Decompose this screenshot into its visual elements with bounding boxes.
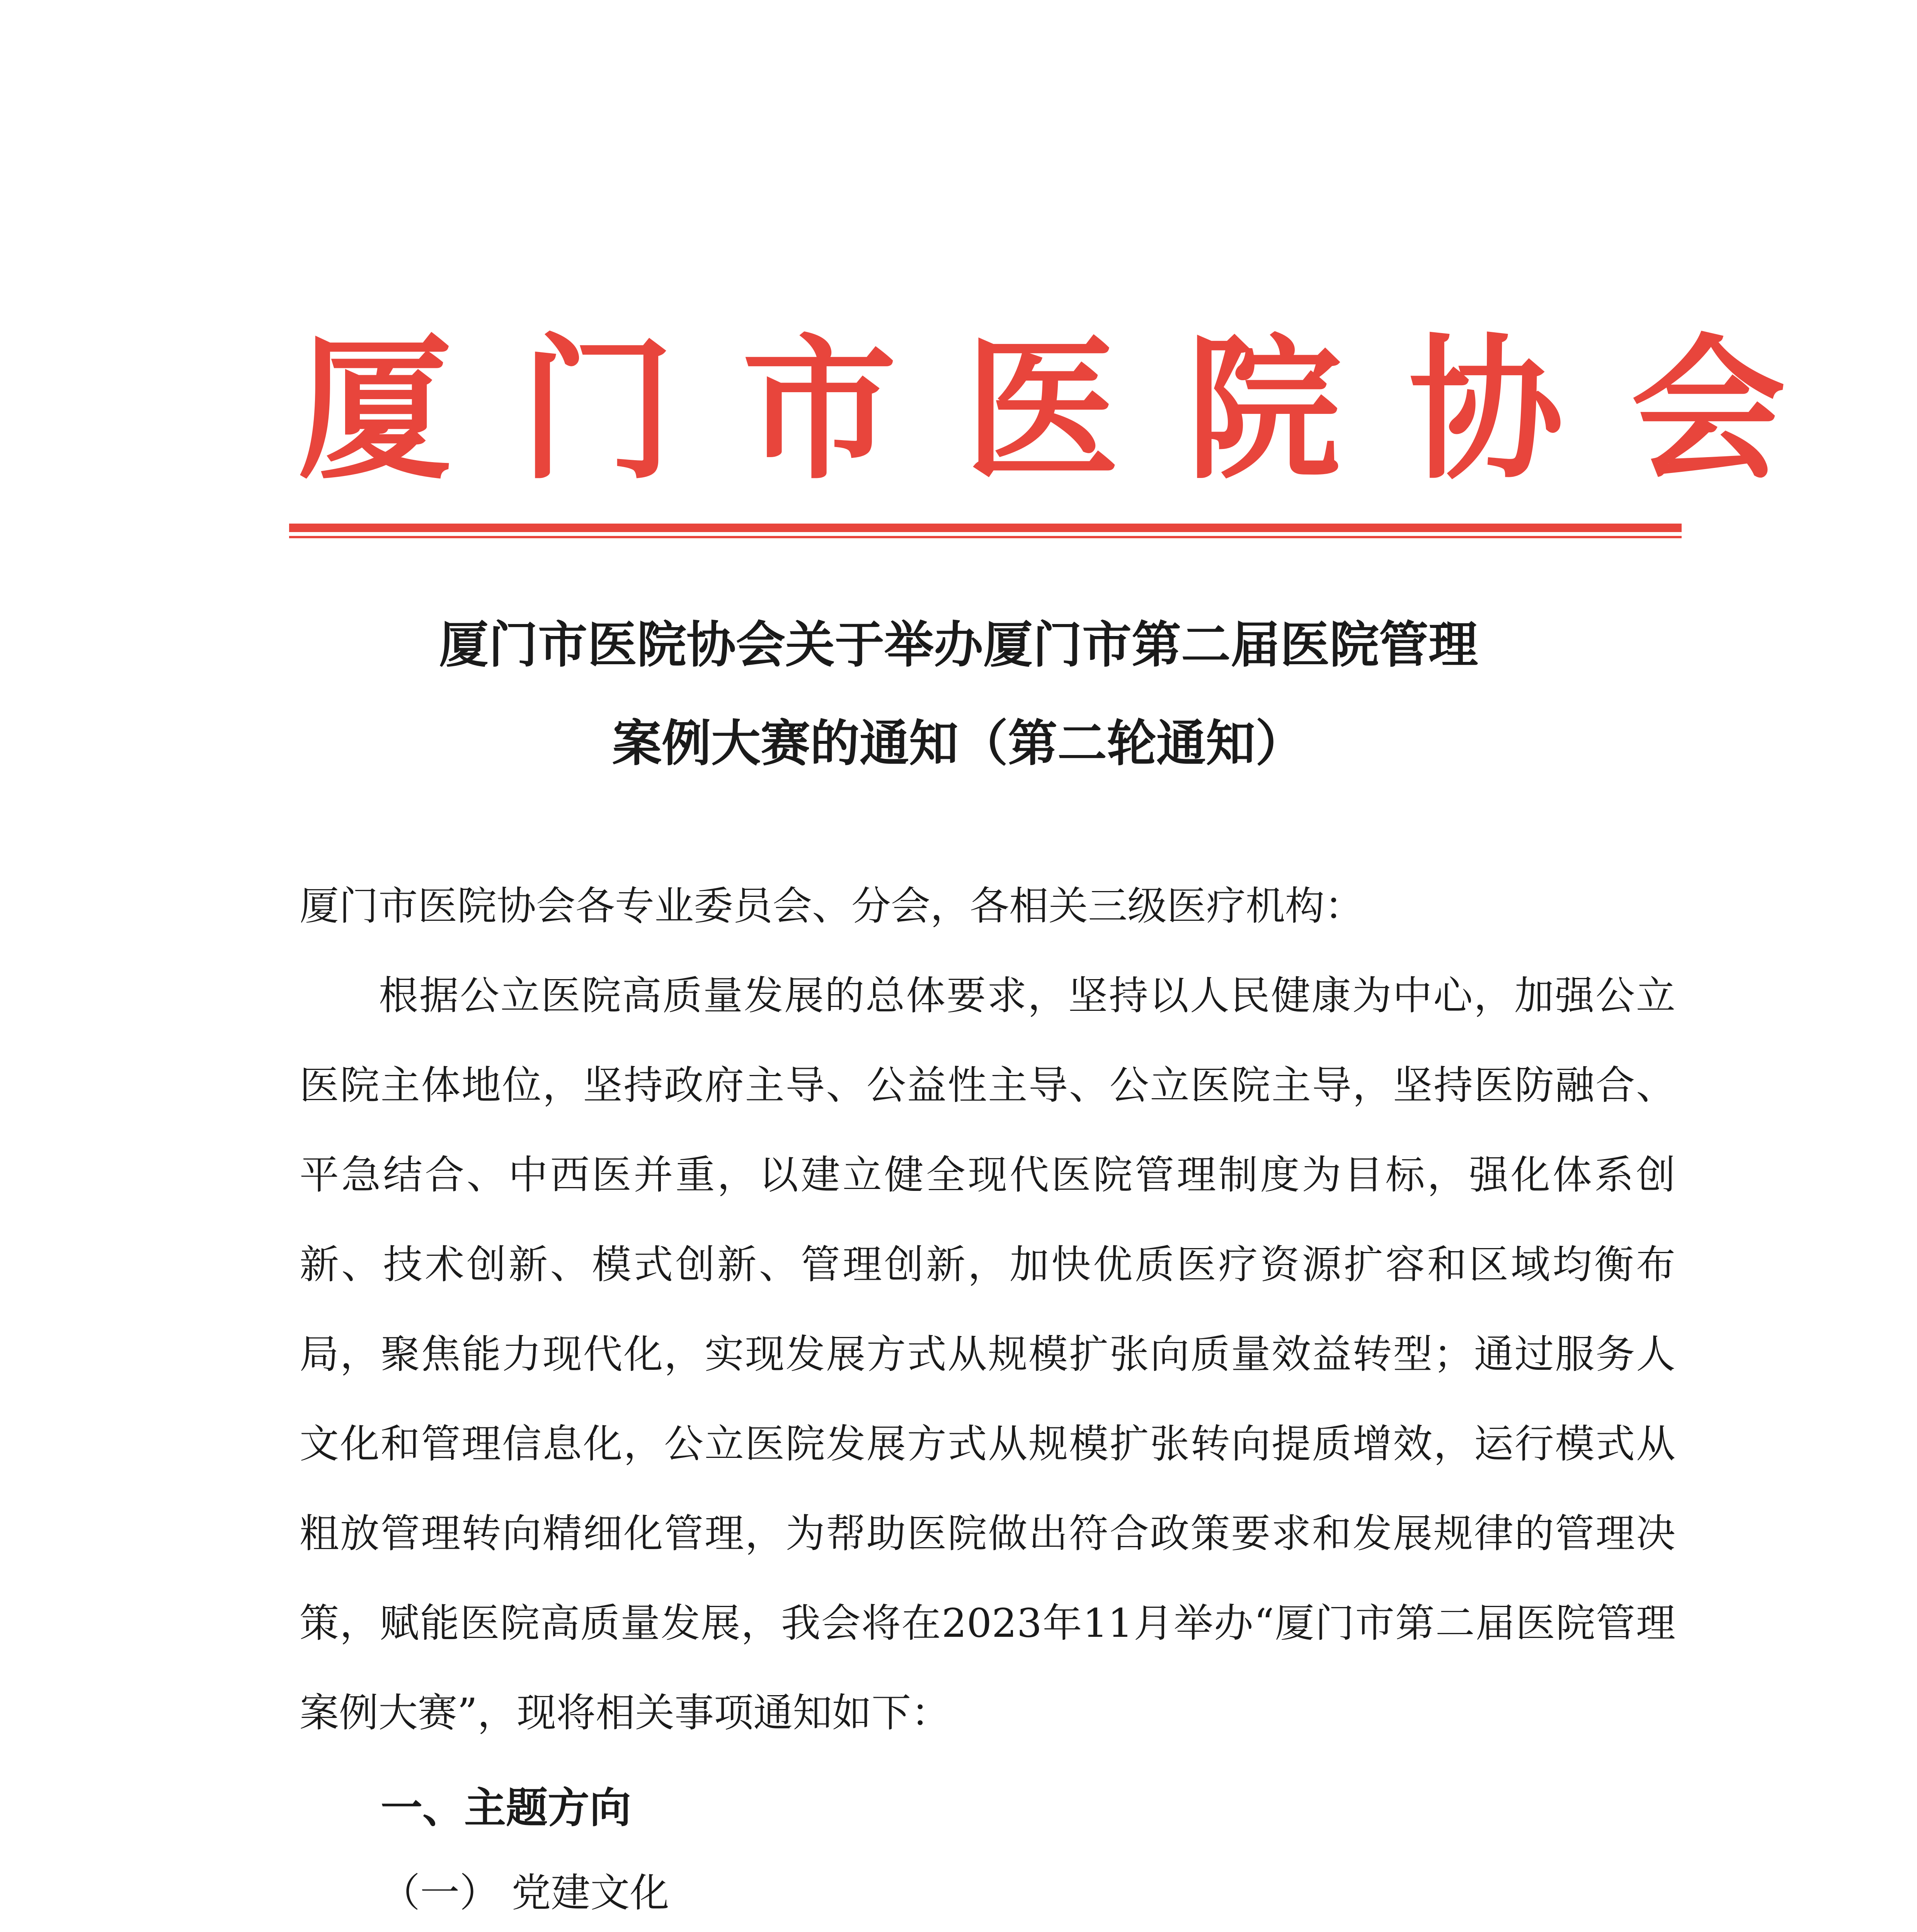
letterhead-org-name: 厦门市医院协会 [298, 319, 1853, 500]
document-title-line-1: 厦门市医院协会关于举办厦门市第二届医院管理 [439, 616, 1478, 674]
body-paragraph: 根据公立医院高质量发展的总体要求，坚持以人民健康为中心，加强公立医院主体地位，坚持政府主导、公益性主导、公立医院主导，坚持医防融合、平急结合、中西医并重，以建立健全现代医院管理制度为目标，强化体系创新、技术创新、模式创新、管理创新，加快优质医疗资源扩容和区域均衡布局，聚焦能力现代化，实现发展方式从规模扩张向质量效益转型；通过服务人文化和管理信息化，公立医院发展方式从规模扩张转向提质增效，运行模式从粗放管理转向精细化管理，为帮助医院做出符合政策要求和发展规律的管理决策，赋能医院高质量发展，我会将在2023年11月举办“厦门市第二届医院管理案例大赛”，现将相关事项通知如下： [300, 973, 1675, 1736]
document-body [300, 862, 1675, 1758]
letterhead-divider-thick [289, 524, 1682, 532]
topic-item: （一） 党建文化 [381, 1870, 669, 1916]
salutation: 厦门市医院协会各专业委员会、分会，各相关三级医疗机构： [300, 883, 1364, 929]
letterhead-divider-thin [289, 536, 1682, 538]
section-heading: 一、主题方向 [381, 1784, 632, 1832]
document-title-line-2: 案例大赛的通知（第二轮通知） [612, 715, 1305, 772]
